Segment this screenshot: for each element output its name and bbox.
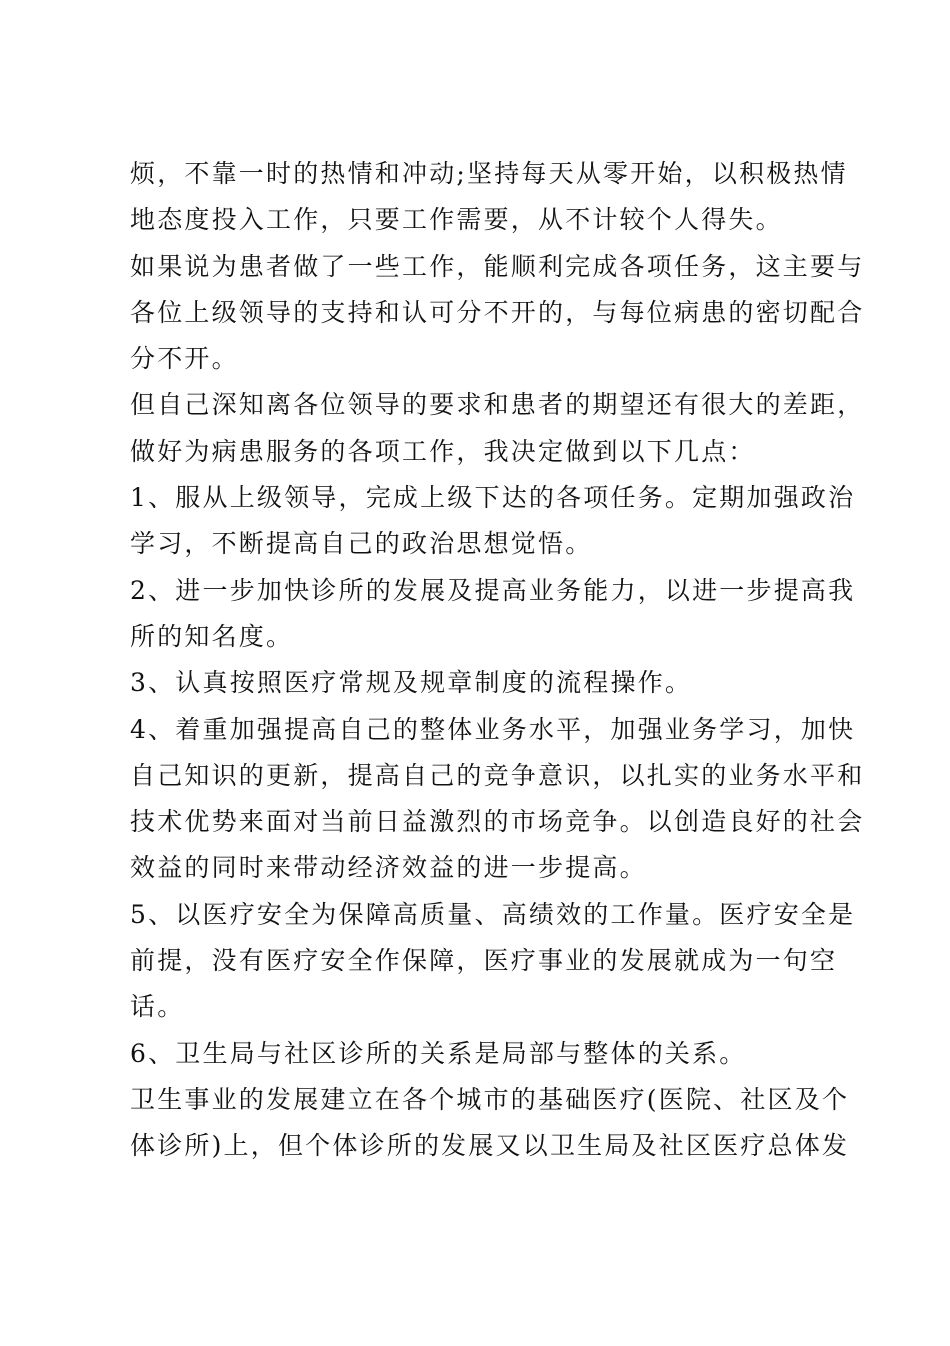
text-line-14: 自己知识的更新，提高自己的竞争意识，以扎实的业务水平和 [130,760,865,790]
text-line-12: 3、认真按照医疗常规及规章制度的流程操作。 [130,668,693,698]
text-line-21: 卫生事业的发展建立在各个城市的基础医疗(医院、社区及个 [130,1084,850,1114]
text-line-3: 如果说为患者做了一些工作，能顺利完成各项任务，这主要与 [130,251,865,281]
text-line-13: 4、着重加强提高自己的整体业务水平，加强业务学习，加快 [130,714,856,744]
text-line-18: 前提，没有医疗安全作保障，医疗事业的发展就成为一句空 [130,946,838,976]
text-line-8: 1、服从上级领导，完成上级下达的各项任务。定期加强政治 [130,483,856,513]
text-line-6: 但自己深知离各位领导的要求和患者的期望还有很大的差距， [130,390,865,420]
text-line-1: 烦，不靠一时的热情和冲动;坚持每天从零开始，以积极热情 [130,159,848,188]
text-line-7: 做好为病患服务的各项工作，我决定做到以下几点： [130,436,756,466]
text-line-4: 各位上级领导的支持和认可分不开的，与每位病患的密切配合 [130,297,865,327]
text-line-22: 体诊所)上，但个体诊所的发展又以卫生局及社区医疗总体发 [130,1131,850,1161]
text-line-9: 学习，不断提高自己的政治思想觉悟。 [130,529,593,559]
text-line-2: 地态度投入工作，只要工作需要，从不计较个人得失。 [130,205,783,235]
text-line-17: 5、以医疗安全为保障高质量、高绩效的工作量。医疗安全是 [130,899,856,929]
text-line-16: 效益的同时来带动经济效益的进一步提高。 [130,853,647,883]
text-line-15: 技术优势来面对当前日益激烈的市场竞争。以创造良好的社会 [130,807,865,837]
text-line-11: 所的知名度。 [130,621,294,651]
text-line-20: 6、卫生局与社区诊所的关系是局部与整体的关系。 [130,1038,747,1068]
text-line-5: 分不开。 [130,344,239,374]
body-text [130,151,865,1170]
text-line-10: 2、进一步加快诊所的发展及提高业务能力，以进一步提高我 [130,575,856,605]
text-line-19: 话。 [130,992,185,1022]
